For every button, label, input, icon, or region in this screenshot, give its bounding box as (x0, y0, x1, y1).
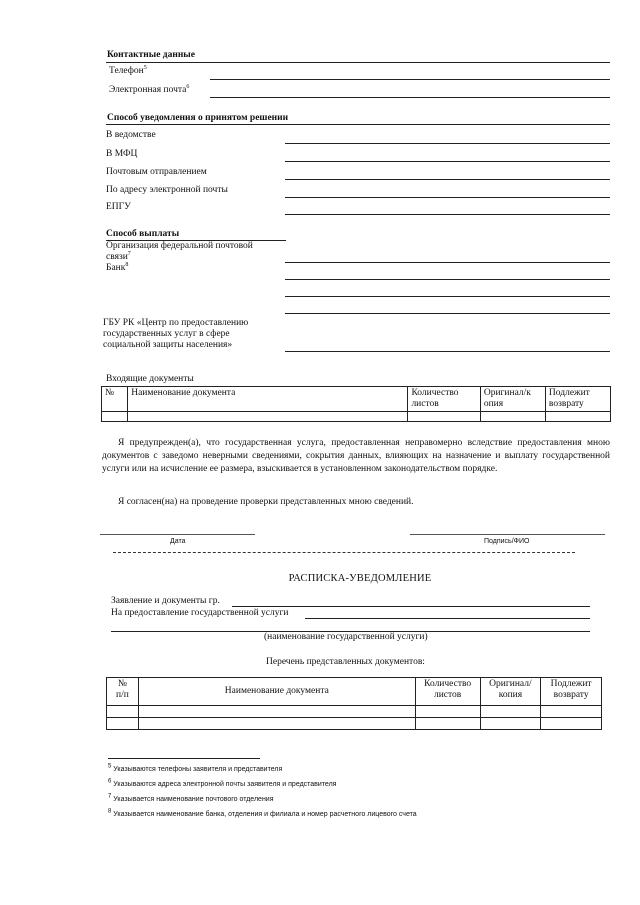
signature-label: Подпись/ФИО (484, 538, 530, 545)
receipt-row-cell[interactable] (480, 706, 541, 718)
incoming-row-cell[interactable] (480, 412, 545, 422)
date-label: Дата (170, 538, 186, 545)
receipt-row-cell[interactable] (415, 718, 480, 730)
receipt-service-field-1[interactable] (305, 618, 590, 619)
incoming-row-cell[interactable] (545, 412, 610, 422)
payment-post-field[interactable] (285, 262, 610, 263)
incoming-col-name: Наименование документа (128, 387, 408, 412)
payment-gbu-line1: ГБУ РК «Центр по предоставлению (103, 318, 249, 328)
receipt-row-cell[interactable] (107, 706, 139, 718)
notify-epgu-field[interactable] (285, 214, 610, 215)
email-label: Электронная почта$^6$ (109, 83, 190, 95)
receipt-row-cell[interactable] (541, 706, 602, 718)
incoming-row-cell[interactable] (102, 412, 128, 422)
warning-paragraph: Я предупрежден(а), что государственная услуга, предоставленная неправомерно вследствие предоставления мною документов с заведомо неверными сведениями, сокрытия данных, влияющих на назначение и выплату государственной услуги или на исчисление ее размера, взыскивается в установленном законодательством порядке. (102, 438, 610, 474)
footnote-8: $^8$ Указывается наименование банка, отделения и филиала и номер расчетного лицевого счета (108, 808, 417, 818)
contacts-heading: Контактные данные (107, 50, 195, 60)
contacts-heading-underline (106, 62, 610, 63)
footnote-6: $^6$ Указываются адреса электронной почты заявителя и представителя (108, 778, 337, 788)
notify-option-department: В ведомстве (106, 130, 156, 140)
incoming-col-return: Подлежит возврату (545, 387, 610, 412)
incoming-col-no: № (102, 387, 128, 412)
notify-option-mfc: В МФЦ (106, 149, 138, 159)
receipt-line2: На предоставление государственной услуги (111, 608, 289, 618)
phone-field[interactable] (210, 79, 610, 80)
phone-label: Телефон$^5$ (109, 64, 147, 76)
receipt-applicant-field[interactable] (232, 606, 590, 607)
email-field[interactable] (210, 97, 610, 98)
notify-option-epgu: ЕПГУ (106, 202, 131, 212)
payment-bank-field-1[interactable] (285, 279, 610, 280)
receipt-service-caption: (наименование государственной услуги) (264, 632, 428, 642)
receipt-row-cell[interactable] (415, 706, 480, 718)
notification-heading-underline (106, 124, 610, 125)
receipt-list-title: Перечень представленных документов: (266, 657, 425, 667)
receipt-col-return: Подлежит возврату (541, 678, 602, 706)
receipt-row-cell[interactable] (138, 706, 415, 718)
receipt-col-name: Наименование документа (138, 678, 415, 706)
receipt-row-cell[interactable] (107, 718, 139, 730)
incoming-col-orig: Оригинал/к опия (480, 387, 545, 412)
notify-department-field[interactable] (285, 143, 610, 144)
incoming-documents-table (101, 386, 611, 422)
receipt-title: РАСПИСКА-УВЕДОМЛЕНИЕ (288, 573, 432, 584)
footnote-7: $^7$ Указывается наименование почтового отделения (108, 793, 274, 803)
notify-option-email: По адресу электронной почты (106, 185, 228, 195)
notify-option-post: Почтовым отправлением (106, 167, 207, 177)
notify-post-field[interactable] (285, 179, 610, 180)
receipt-col-no: № п/п (107, 678, 139, 706)
payment-heading: Способ выплаты (106, 229, 180, 239)
notify-mfc-field[interactable] (285, 161, 610, 162)
footnote-5: $^5$ Указываются телефоны заявителя и представителя (108, 763, 283, 773)
receipt-row-cell[interactable] (541, 718, 602, 730)
receipt-documents-table (106, 677, 602, 730)
signature-field[interactable] (410, 534, 605, 535)
notification-heading: Способ уведомления о принятом решении (107, 113, 289, 123)
payment-bank-field-3[interactable] (285, 313, 610, 314)
incoming-row-cell[interactable] (408, 412, 480, 422)
payment-gbu-line2: государственных услуг в сфере (103, 329, 230, 339)
payment-post-label-line2: связи$^7$ (106, 250, 131, 262)
receipt-line1: Заявление и документы гр. (111, 596, 220, 606)
payment-bank-label: Банк$^8$ (106, 261, 129, 273)
cut-line (113, 552, 575, 553)
notify-email-field[interactable] (285, 197, 610, 198)
payment-gbu-field[interactable] (285, 351, 610, 352)
incoming-col-count: Количество листов (408, 387, 480, 412)
consent-text: Я согласен(на) на проведение проверки представленных мною сведений. (118, 497, 414, 507)
footnote-separator (108, 758, 260, 759)
payment-gbu-line3: социальной защиты населения» (103, 340, 233, 350)
receipt-col-count: Количество листов (415, 678, 480, 706)
receipt-row-cell[interactable] (480, 718, 541, 730)
payment-bank-field-2[interactable] (285, 296, 610, 297)
incoming-heading: Входящие документы (106, 374, 194, 384)
incoming-row-cell[interactable] (128, 412, 408, 422)
receipt-row-cell[interactable] (138, 718, 415, 730)
receipt-col-orig: Оригинал/ копия (480, 678, 541, 706)
payment-post-label-line1: Организация федеральной почтовой (106, 241, 253, 251)
date-field[interactable] (100, 534, 255, 535)
